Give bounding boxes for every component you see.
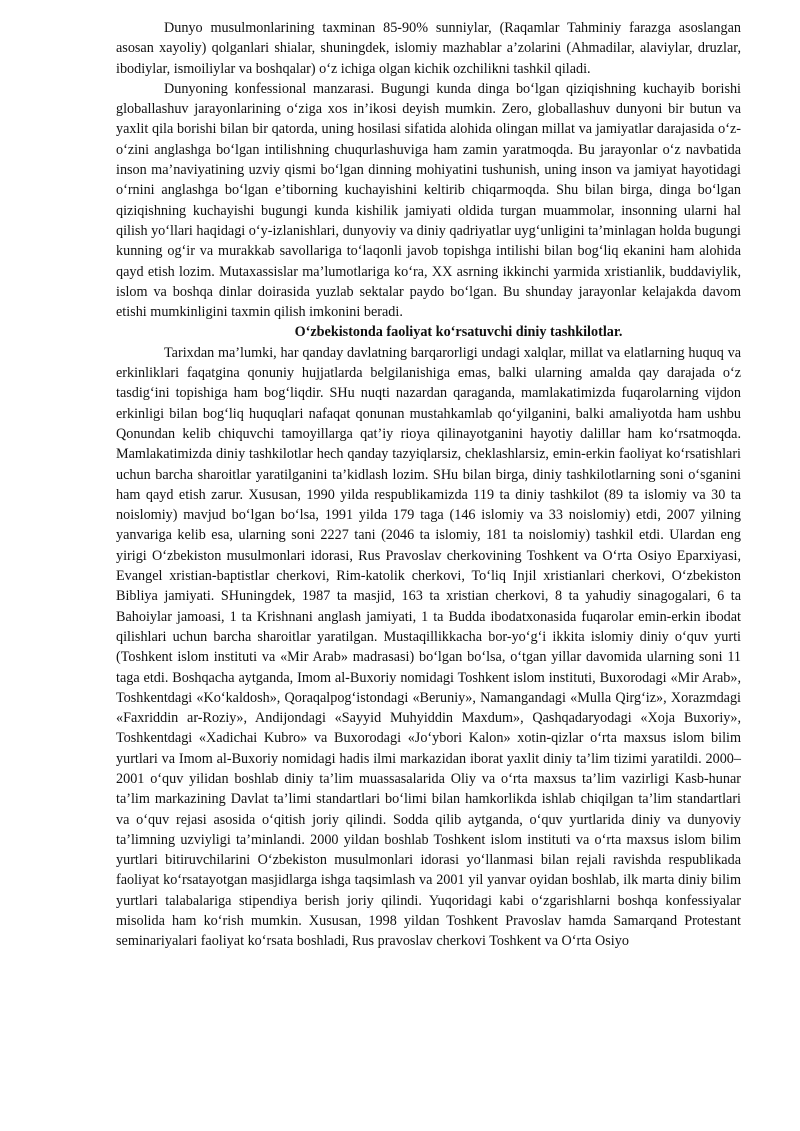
paragraph-confessional-landscape: Dunyoning konfessional manzarasi. Bugungi kunda dinga bo‘lgan qiziqishning kuchayib borishi globallashuv jarayonlarining o‘ziga xos in’ikosi deyish mumkin. Zero, globallashuv dunyoni bir butun va yaxlit qila borishi bilan bir qatorda, uning hosilasi sifatida alohida olingan millat va jamiyatlar darajasida o‘z-o‘zini anglashga bo‘lgan intilishning chuqurlashuviga ham zamin yaratmoqda. Bu jarayonlar o‘z navbatida inson ma’naviyatining uzviy qismi bo‘lgan dinning mohiyatini tushunish, uning inson va jamiyat hayotidagi o‘rnini anglashga bo‘lgan e’tiborning kuchayishini keltirib chiqarmoqda. Shu bilan birga, dinga bo‘lgan qiziqishning kuchayishi bugungi kunda kishilik jamiyati oldida turgan muammolar, insonning ularni hal qilish yo‘llari haqidagi o‘y-izlanishlari, dunyoviy va diniy qadriyatlar uyg‘unligini ta’minlagan holda bugungi kunning og‘ir va murakkab savollariga to‘laqonli javob topishga intilishi bilan bog‘liq ekanini ham alohida qayd etish lozim. Mutaxassislar ma’lumotlariga ko‘ra, XX asrning ikkinchi yarmida xristianlik, buddaviylik, islom va boshqa dinlar doirasida yuzlab sektalar paydo bo‘lgan. Bu shunday jarayonlar kelajakda davom etishi mumkinligini taxmin qilish imkonini beradi. bbox=[116, 80, 741, 321]
document-page bbox=[116, 18, 741, 952]
paragraph-world-muslims: Dunyo musulmonlarining taxminan 85-90% sunniylar, (Raqamlar Tahminiy farazga asoslangan asosan xayoliy) qolganlari shialar, shuningdek, islomiy mazhablar a’zolarini (Ahmadilar, alaviylar, druzlar, ibodiylar, ismoiliylar va boshqalar) o‘z ichiga olgan kichik ozchilikni tashkil qiladi. bbox=[116, 20, 741, 77]
section-heading: O‘zbekistonda faoliyat ko‘rsatuvchi diniy tashkilotlar. bbox=[294, 324, 623, 341]
paragraph-uzbekistan-organizations: Tarixdan ma’lumki, har qanday davlatning barqarorligi undagi xalqlar, millat va elatlarning huquq va erkinliklari faqatgina qonuniy hujjatlarda belgilanishiga emas, balki ularning amalda qay darajada o‘z tasdig‘ini topishiga ham bog‘liqdir. SHu nuqti nazardan qaraganda, mamlakatimizda fuqarolarning vijdon erkinligi bilan bog‘liq huquqlari nafaqat qonunan mustahkamlab qo‘yilganini, balki amaliyotda ham ushbu Qonundan kelib chiquvchi tamoyillarga qat’iy rioya qilinayotganini hayotiy dalillar ham ko‘rsatmoqda. Mamlakatimizda diniy tashkilotlar hech qanday tazyiqlarsiz, cheklashlarsiz, emin-erkin faoliyat ko‘rsatishlari uchun barcha sharoitlar yaratilganini ta’kidlash lozim. SHu bilan birga, diniy tashkilotlarning soni o‘sganini ham qayd etish zarur. Xususan, 1990 yilda respublikamizda 119 ta diniy tashkilot (89 ta islomiy va 30 ta noislomiy) mavjud bo‘lgan bo‘lsa, 1991 yilda 179 taga (146 islomiy va 33 noislomiy) etdi, 2007 yilning yanvariga kelib esa, ularning soni 2227 tani (2046 ta islomiy, 181 ta noislomiy) tashkil etdi. Ulardan eng yirigi O‘zbekiston musulmonlari idorasi, Rus Pravoslav cherkovining Toshkent va O‘rta Osiyo Eparxiyasi, Evangel xristian-baptistlar cherkovi, Rim-katolik cherkovi, To‘liq Injil xristianlari cherkovi, O‘zbekiston Bibliya jamiyati. SHuningdek, 1987 ta masjid, 163 ta xristian cherkovi, 8 ta yahudiy sinagogalari, 6 ta Bahoiylar jamoasi, 1 ta Krishnani anglash jamiyati, 1 ta Budda ibodatxonasida fuqarolar emin-erkin ibodat qilishlari uchun barcha sharoitlar yaratilgan. Mustaqillikkacha bor-yo‘g‘i ikkita islomiy diniy o‘quv yurti (Toshkent islom instituti va «Mir Arab» madrasasi) bo‘lgan bo‘lsa, o‘tgan yillar davomida ularning soni 11 taga etdi. Boshqacha aytganda, Imom al-Buxoriy nomidagi Toshkent islom instituti, Buxorodagi «Mir Arab», Toshkentdagi «Ko‘kaldosh», Qoraqalpog‘istondagi «Beruniy», Namangandagi «Mulla Qirg‘iz», Xorazmdagi «Faxriddin ar-Roziy», Andijondagi «Sayyid Muhyiddin Maxdum», Qashqadaryodagi «Xoja Buxoriy», Toshkentdagi «Xadichai Kubro» va Buxorodagi «Jo‘ybori Kalon» xotin-qizlar o‘rta maxsus islom bilim yurtlari va Imom al-Buxoriy nomidagi hadis ilmi markazidan iborat yaxlit diniy ta’lim tizimi yaratildi. 2000–2001 o‘quv yilidan boshlab diniy ta’lim muassasalarida Oliy va o‘rta maxsus ta’lim vazirligi Kasb-hunar ta’lim markazining Davlat ta’limi standartlari bo‘limi bilan hamkorlikda ishlab chiqilgan ta’lim standartlari va o‘quv rejasi asosida o‘qitish joriy qilindi. Sodda qilib aytganda, o‘quv yurtlarida diniy va dunyoviy ta’limning uzviyligi ta’minlandi. 2000 yildan boshlab Toshkent islom instituti va o‘rta maxsus islom bilim yurtlari bitiruvchilarini O‘zbekiston musulmonlari idorasi yo‘llanmasi bilan rejali ravishda respublikada faoliyat ko‘rsatayotgan masjidlarga ishga taqsimlash va 2001 yil yanvar oyidan boshlab, ilk marta diniy bilim yurtlari talabalariga stipendiya berish joriy qilindi. Yuqoridagi kabi o‘zgarishlarni boshqa konfessiyalar misolida ham ko‘rish mumkin. Xususan, 1998 yildan Toshkent Pravoslav hamda Samarqand Protestant seminariyalari faoliyat ko‘rsata boshladi, Rus pravoslav cherkovi Toshkent va O‘rta Osiyo bbox=[116, 344, 741, 950]
